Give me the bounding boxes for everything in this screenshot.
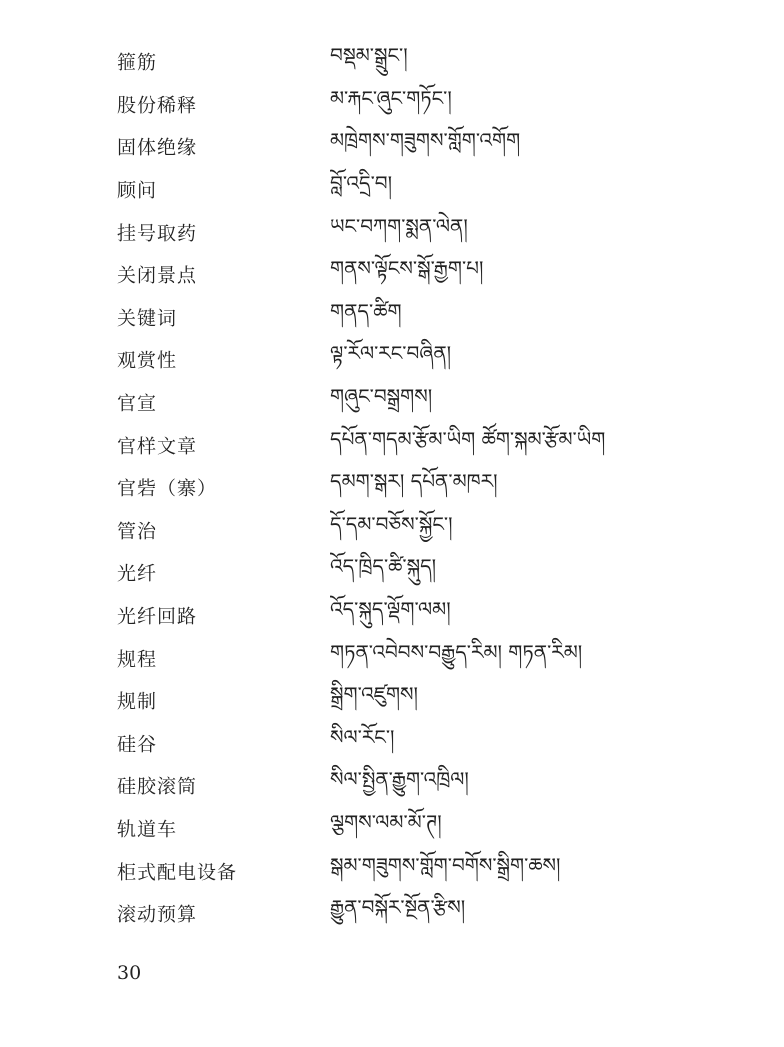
tibetan-term: སྒྲིག་འཛུགས། [330,682,418,707]
tibetan-term: གནད་ཚིག [330,298,402,323]
tibetan-term: དཔོན་གདམ་རྩོམ་ཡིག ཚོག་སྐམ་རྩོམ་ཡིག [330,426,606,451]
tibetan-term: གནས་ལྟོངས་སྒོ་རྒྱག་པ། [330,256,484,281]
chinese-term: 光纤 [117,562,158,585]
tibetan-term: མཁྲེགས་གཟུགས་གློག་འགོག [330,128,521,153]
glossary-entry [0,892,784,935]
chinese-term: 硅胶滚筒 [117,775,198,798]
chinese-term: 滚动预算 [117,903,198,926]
chinese-term: 观赏性 [117,349,178,372]
chinese-term: 硅谷 [117,733,158,756]
chinese-term: 关闭景点 [117,264,198,287]
tibetan-term: གཞུང་བསྒྲགས། [330,384,433,409]
glossary-list [0,40,784,934]
tibetan-term: ལྕགས་ལམ་མོ་ཊ། [330,809,442,834]
chinese-term: 光纤回路 [117,605,198,628]
chinese-term: 挂号取药 [117,222,198,245]
chinese-term: 轨道车 [117,818,178,841]
chinese-term: 官样文章 [117,435,198,458]
tibetan-term: ལྟ་རོལ་རང་བཞིན། [330,341,452,366]
tibetan-term: མ་རྐང་ཞུང་གཏོང་། [330,85,452,110]
tibetan-term: དམག་སྒར། དཔོན་མཁར། [330,469,498,494]
chinese-term: 官宣 [117,392,158,415]
chinese-term: 股份稀释 [117,94,198,117]
tibetan-term: བློ་འདྲི་བ། [330,171,393,196]
chinese-term: 柜式配电设备 [117,861,238,884]
chinese-term: 官砦（寨） [117,477,218,500]
page-number: 30 [117,962,142,984]
chinese-term: 关键词 [117,307,178,330]
tibetan-term: འོད་ཁྲིད་ཚི་སྐུད། [330,554,437,579]
chinese-term: 箍筋 [117,51,158,74]
tibetan-term: སིལ་རོང་། [330,724,395,749]
tibetan-term: གཏན་འབེབས་བརྒྱུད་རིམ། གཏན་རིམ། [330,639,583,664]
tibetan-term: ཡང་བཀག་སྨན་ལེན། [330,213,468,238]
chinese-term: 规程 [117,648,158,671]
chinese-term: 固体绝缘 [117,136,198,159]
tibetan-term: སིལ་སྤྱིན་རྒྱུག་འཁྲིལ། [330,767,469,792]
chinese-term: 顾问 [117,179,158,202]
tibetan-term: འོད་སྐུད་ལྡོག་ལམ། [330,597,451,622]
tibetan-term: རྒྱུན་བསྐོར་སྔོན་རྩིས། [330,895,466,920]
chinese-term: 管治 [117,520,158,543]
tibetan-term: སྒམ་གཟུགས་གློག་བགོས་སྒྲིག་ཆས། [330,852,561,877]
chinese-term: 规制 [117,690,158,713]
tibetan-term: དོ་དམ་བཅོས་སྐྱོང་། [330,511,453,536]
tibetan-term: བསྡམ་སྒྲུང་། [330,43,408,68]
